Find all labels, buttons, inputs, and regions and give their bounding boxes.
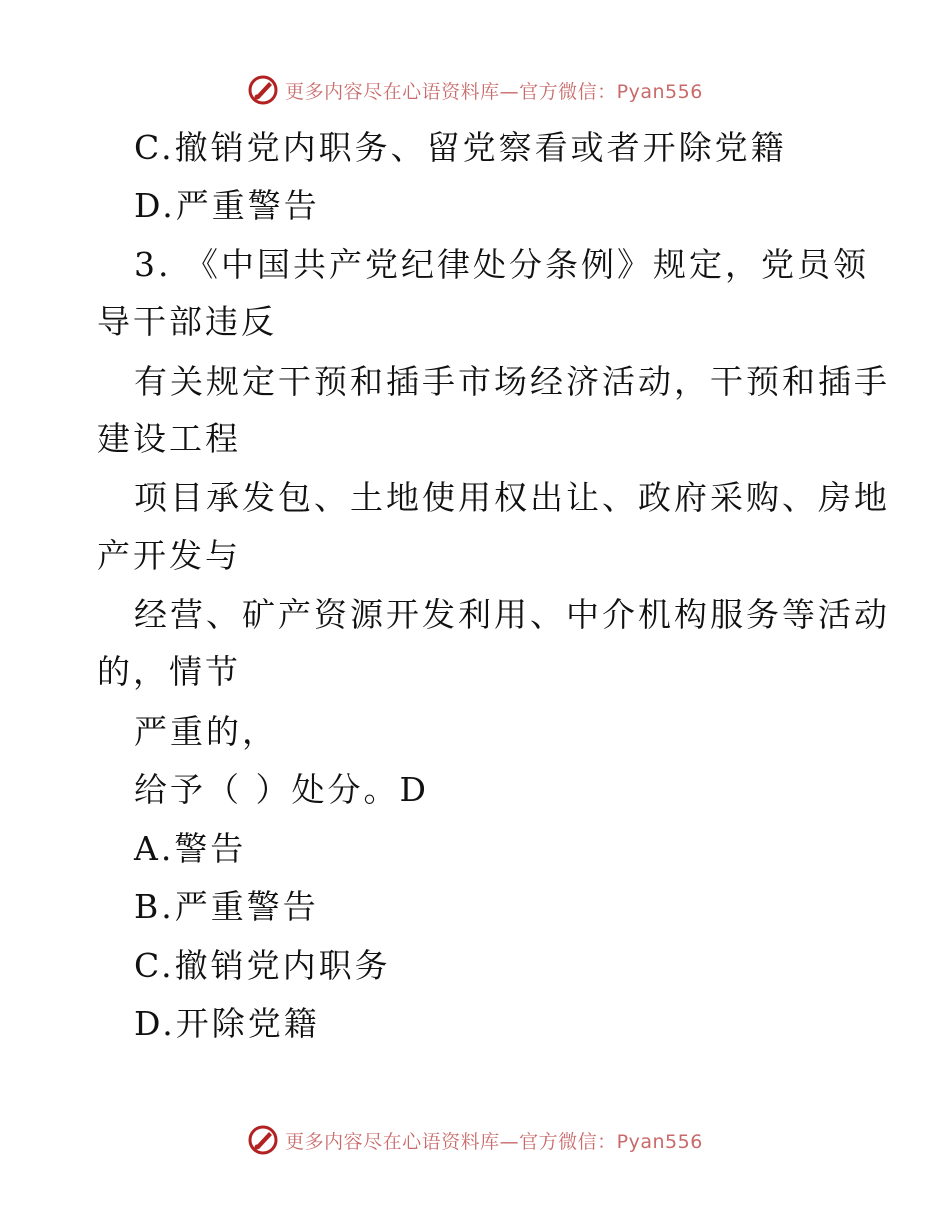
option-c-line: C.撤销党内职务、留党察看或者开除党籍 xyxy=(134,128,787,167)
question-3-line-4: 建设工程 xyxy=(97,419,241,458)
brush-logo-icon xyxy=(247,74,279,106)
page-header-watermark xyxy=(0,70,950,110)
question-3-line-3: 有关规定干预和插手市场经济活动，干预和插手 xyxy=(134,362,890,401)
question-3-line-1: 3. 《中国共产党纪律处分条例》规定，党员领 xyxy=(134,245,869,284)
option-b-line: B.严重警告 xyxy=(134,887,319,926)
option-d-line-2: D.开除党籍 xyxy=(134,1004,320,1043)
question-3-line-2: 导干部违反 xyxy=(97,302,277,341)
watermark-text: 更多内容尽在心语资料库—官方微信：Pyan556 xyxy=(285,80,703,103)
question-3-line-6: 产开发与 xyxy=(97,536,241,575)
question-3-line-7: 经营、矿产资源开发利用、中介机构服务等活动 xyxy=(134,595,890,634)
question-3-line-5: 项目承发包、土地使用权出让、政府采购、房地 xyxy=(134,478,890,517)
question-3-line-9: 严重的， xyxy=(134,712,278,751)
question-3-line-10: 给予（ ）处分。D xyxy=(134,770,429,809)
option-d-line: D.严重警告 xyxy=(134,186,320,225)
option-a-line: A.警告 xyxy=(134,829,247,868)
brush-logo-icon xyxy=(247,1124,279,1156)
question-3-line-8: 的，情节 xyxy=(97,652,241,691)
watermark-text: 更多内容尽在心语资料库—官方微信：Pyan556 xyxy=(285,1130,703,1153)
page-footer-watermark xyxy=(0,1120,950,1160)
option-c-line-2: C.撤销党内职务 xyxy=(134,946,391,985)
